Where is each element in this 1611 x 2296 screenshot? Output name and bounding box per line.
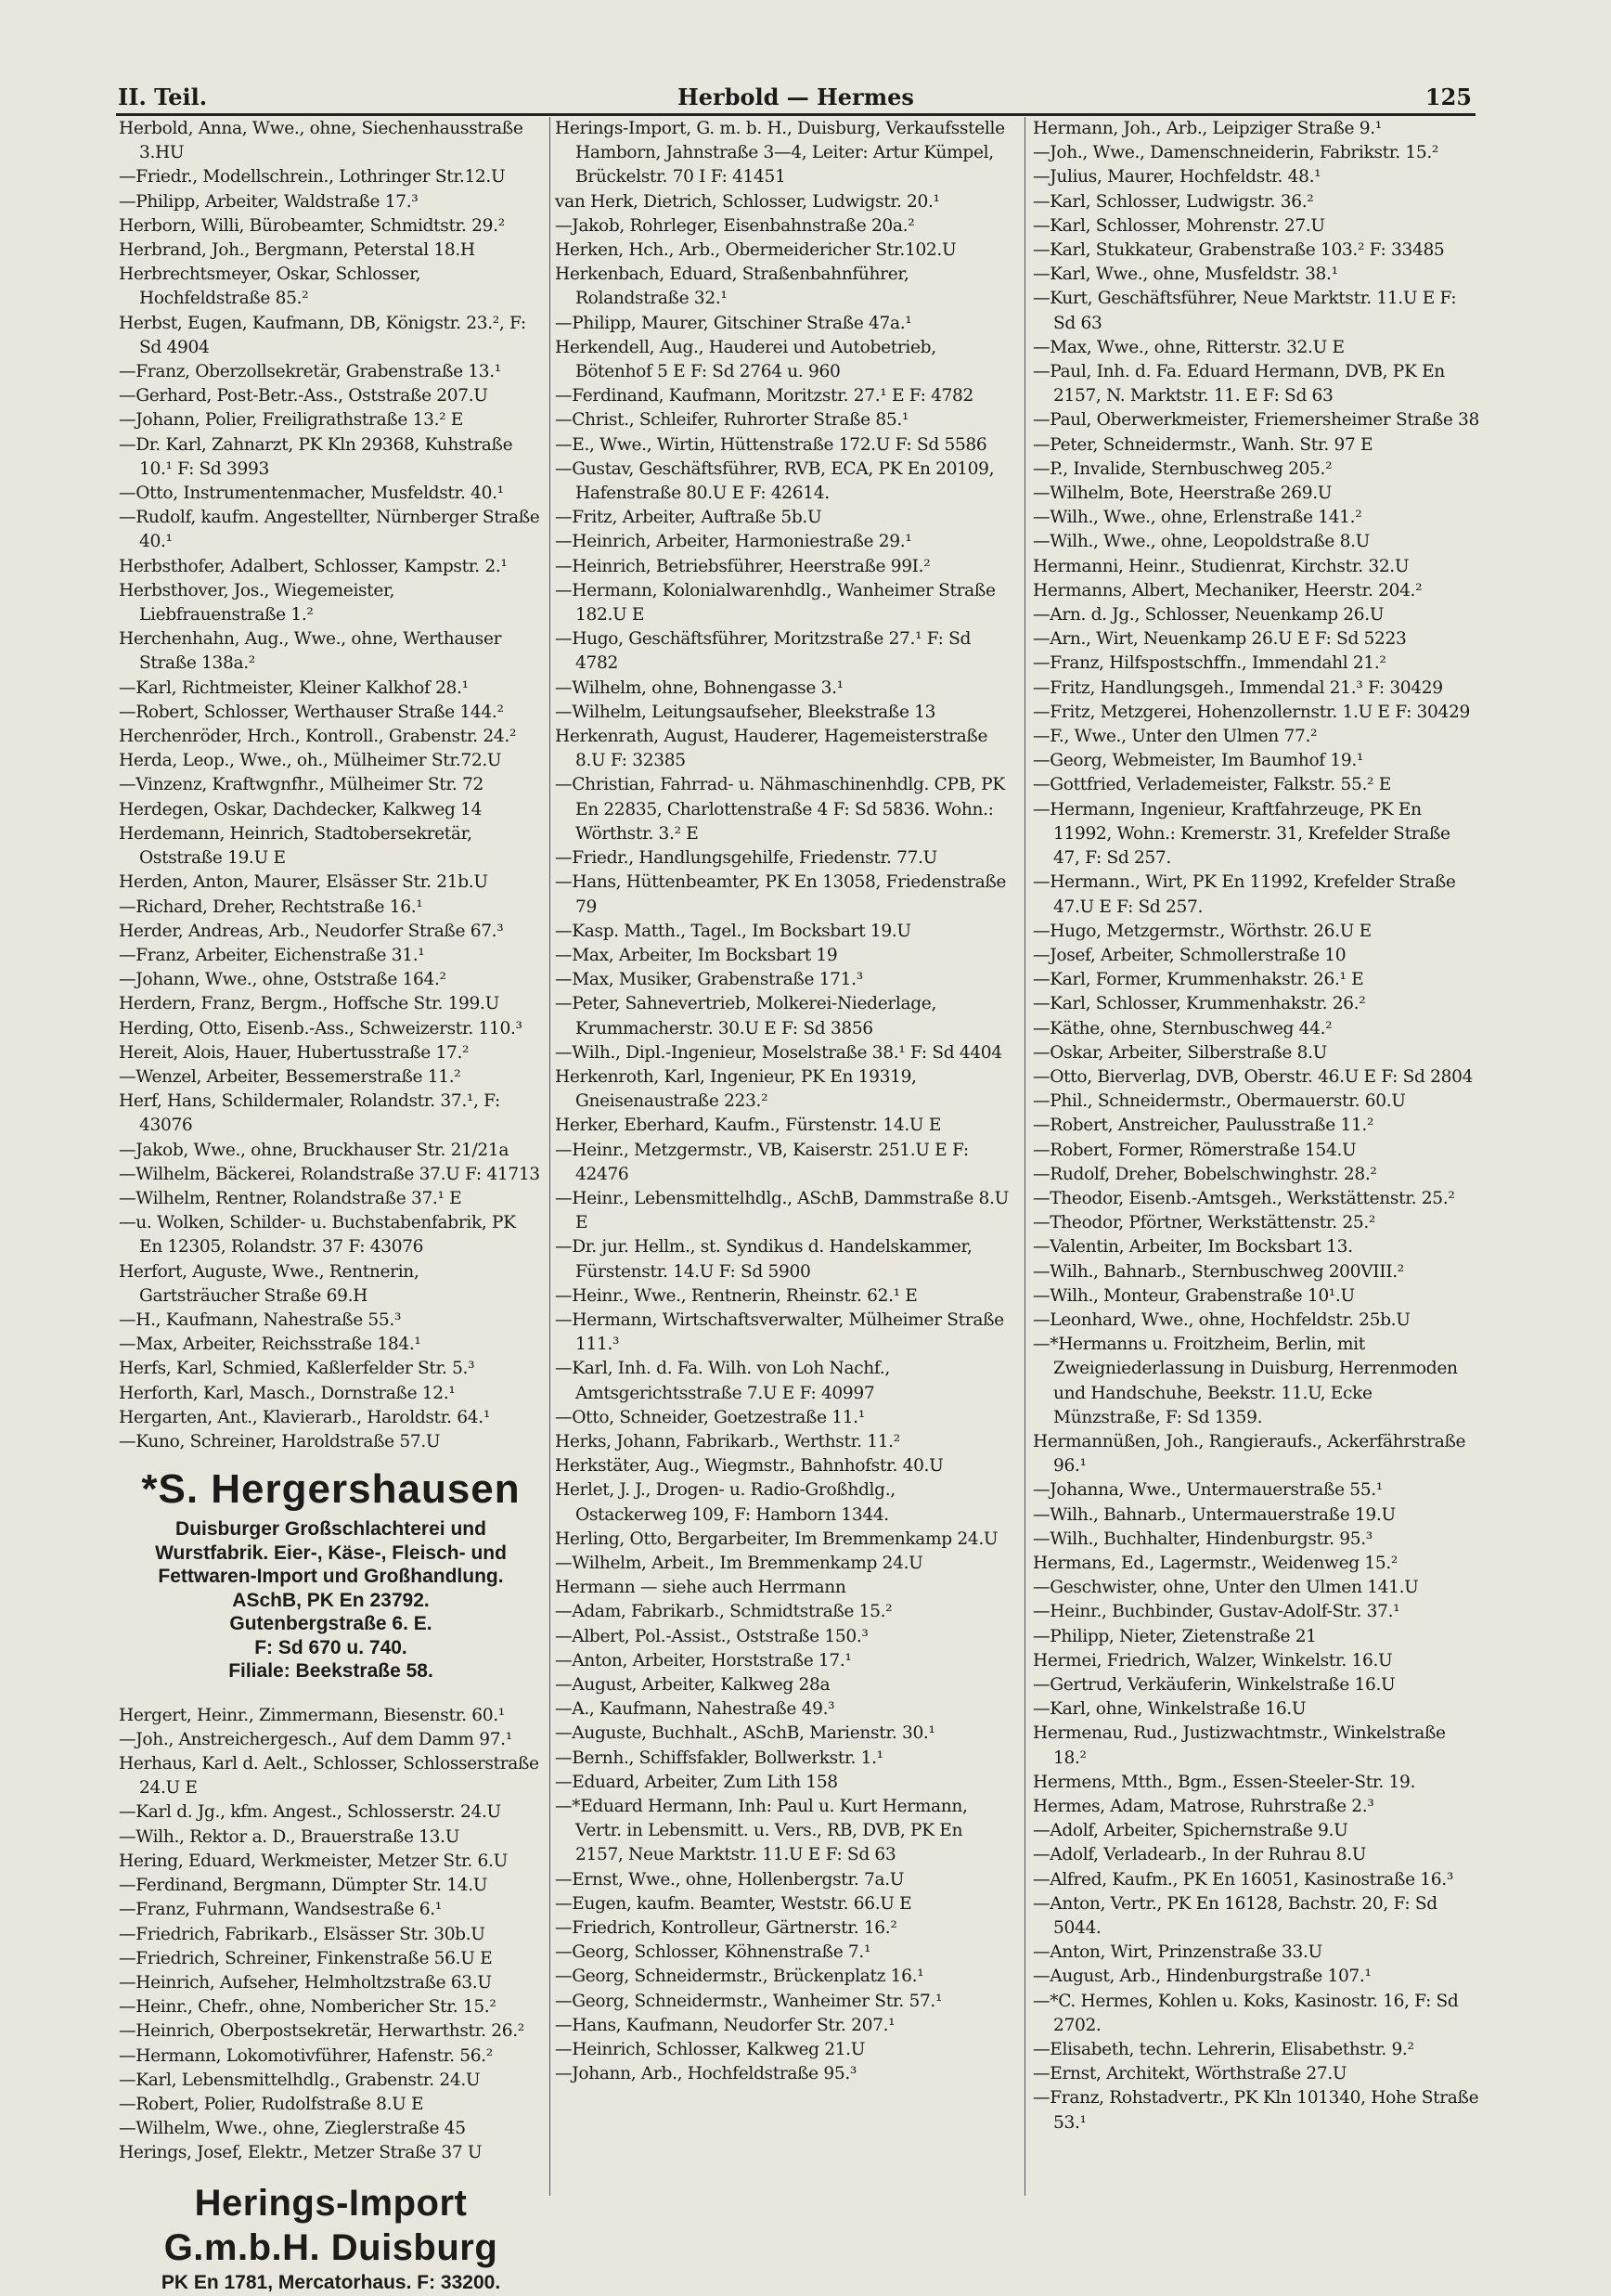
directory-entry: Herden, Anton, Maurer, Elsässer Str. 21b.U	[119, 872, 488, 893]
directory-entry: Herhaus, Karl d. Aelt., Schlosser, Schlosserstraße 24.U E	[119, 1754, 539, 1799]
directory-entry: —Jakob, Wwe., ohne, Bruckhauser Str. 21/21a	[119, 1140, 509, 1160]
directory-entry: —Georg, Schneidermstr., Brückenplatz 16.¹	[555, 1967, 924, 1987]
directory-entry: —Peter, Schneidermstr., Wanh. Str. 97 E	[1033, 434, 1373, 455]
directory-entry: —Karl, Wwe., ohne, Musfeldstr. 38.¹	[1033, 264, 1338, 285]
directory-entry: —Kuno, Schreiner, Haroldstraße 57.U	[119, 1431, 441, 1451]
directory-entry: —Josef, Arbeiter, Schmollerstraße 10	[1033, 945, 1347, 965]
directory-entry: —E., Wwe., Wirtin, Hüttenstraße 172.U F: Sd 5586	[555, 434, 987, 455]
directory-entry: Herforth, Karl, Masch., Dornstraße 12.¹	[119, 1383, 456, 1403]
directory-entry: —Dr. jur. Hellm., st. Syndikus d. Handelskammer, Fürstenstr. 14.U F: Sd 5900	[555, 1237, 973, 1282]
directory-entry: —Oskar, Arbeiter, Silberstraße 8.U	[1033, 1042, 1327, 1063]
directory-entry: —Fritz, Metzgerei, Hohenzollernstr. 1.U E F: 30429	[1033, 702, 1470, 722]
directory-entry: —Käthe, ohne, Sternbuschweg 44.²	[1033, 1018, 1333, 1038]
directory-entry: —Franz, Arbeiter, Eichenstraße 31.¹	[119, 945, 425, 965]
directory-entry: Herbrand, Joh., Bergmann, Peterstal 18.H	[119, 240, 475, 261]
ad-bank-line: ASchB, PK En 23792.	[232, 1589, 430, 1611]
directory-entry: Herbold, Anna, Wwe., ohne, Siechenhausstraße 3.HU	[119, 119, 523, 163]
directory-entry: Herdern, Franz, Bergm., Hoffsche Str. 199.U	[119, 994, 499, 1014]
directory-entry: Herding, Otto, Eisenb.-Ass., Schweizerstr. 110.³	[119, 1018, 522, 1038]
directory-entry: —Karl, Lebensmittelhdlg., Grabenstr. 24.U	[119, 2070, 481, 2090]
directory-entry: —F., Wwe., Unter den Ulmen 77.²	[1033, 727, 1318, 747]
directory-entry: —Gustav, Geschäftsführer, RVB, ECA, PK En 20109, Hafenstraße 80.U E F: 42614.	[555, 458, 995, 504]
directory-entry: —Robert, Schlosser, Werthauser Straße 144.²	[119, 702, 504, 722]
directory-entry: —Friedrich, Schreiner, Finkenstraße 56.U E	[119, 1948, 493, 1968]
directory-entry: —Adolf, Arbeiter, Spichernstraße 9.U	[1033, 1821, 1348, 1841]
directory-entry: —Elisabeth, techn. Lehrerin, Elisabethstr. 9.²	[1033, 2040, 1414, 2060]
directory-entry: Herings-Import, G. m. b. H., Duisburg, Verkaufsstelle Hamborn, Jahnstraße 3—4, Leiter: Artur Kümpel, Brückelstr. 70 I F: 41451	[555, 119, 1005, 187]
ad-herings-contact: PK En 1781, Mercatorhaus. F: 33200.	[161, 2271, 501, 2293]
directory-entry: —Dr. Karl, Zahnarzt, PK Kln 29368, Kuhstraße 10.¹ F: Sd 3993	[119, 434, 513, 479]
directory-entry: —Hans, Hüttenbeamter, PK En 13058, Friedenstraße 79	[555, 872, 1007, 917]
directory-entry: —Heinr., Wwe., Rentnerin, Rheinstr. 62.¹ E	[555, 1285, 918, 1306]
directory-entry: —Rudolf, Dreher, Bobelschwinghstr. 28.²	[1033, 1164, 1377, 1184]
directory-entry: —Hermann, Ingenieur, Kraftfahrzeuge, PK En 11992, Wohn.: Kremerstr. 31, Krefelder Straße 47, F: Sd 257.	[1033, 799, 1450, 869]
directory-entry: —Robert, Anstreicher, Paulusstraße 11.²	[1033, 1116, 1374, 1136]
directory-entry: —Julius, Maurer, Hochfeldstr. 48.¹	[1033, 167, 1321, 187]
directory-entry: —Max, Wwe., ohne, Ritterstr. 32.U E	[1033, 337, 1345, 357]
column-1	[119, 117, 543, 2293]
directory-entry: —Jakob, Rohrleger, Eisenbahnstraße 20a.²	[555, 215, 915, 236]
directory-entry: —Karl, Schlosser, Mohrenstr. 27.U	[1033, 215, 1325, 236]
directory-entry: —Heinr., Lebensmittelhdlg., ASchB, Dammstraße 8.U E	[555, 1188, 1009, 1233]
ad-description: Duisburger Großschlachterei und Wurstfabrik. Eier-, Käse-, Fleisch- und Fettwaren-Import und Großhandlung.	[155, 1518, 507, 1588]
directory-entry: —Wilhelm, Wwe., ohne, Zieglerstraße 45	[119, 2119, 466, 2139]
directory-entry: Herkenrath, August, Hauderer, Hagemeisterstraße 8.U F: 32385	[555, 727, 988, 771]
directory-entry: —Richard, Dreher, Rechtstraße 16.¹	[119, 896, 423, 917]
directory-entry: —Ferdinand, Kaufmann, Moritzstr. 27.¹ E F: 4782	[555, 386, 974, 406]
directory-entry: Herks, Johann, Fabrikarb., Werthstr. 11.²	[555, 1431, 900, 1451]
directory-entry: —Franz, Fuhrmann, Wandsestraße 6.¹	[119, 1900, 442, 1920]
directory-entry: —Robert, Former, Römerstraße 154.U	[1033, 1140, 1357, 1160]
directory-entry: —*C. Hermes, Kohlen u. Koks, Kasinostr. 16, F: Sd 2702.	[1033, 1991, 1459, 2035]
directory-entry: —Heinrich, Arbeiter, Harmoniestraße 29.¹	[555, 532, 912, 552]
directory-entry: —Friedr., Handlungsgehilfe, Friedenstr. 77.U	[555, 848, 937, 869]
directory-entry: Herfort, Auguste, Wwe., Rentnerin, Gartsträucher Straße 69.H	[119, 1261, 419, 1306]
directory-entry: —Heinr., Chefr., ohne, Nombericher Str. 15.²	[119, 1997, 496, 2018]
column-rule-1	[549, 117, 550, 2196]
ad-phone-line: F: Sd 670 u. 740.	[254, 1636, 407, 1658]
directory-entry: —Geschwister, ohne, Unter den Ulmen 141.U	[1033, 1578, 1419, 1598]
directory-entry: —Max, Arbeiter, Im Bocksbart 19	[555, 945, 838, 965]
directory-entry: Herbsthofer, Adalbert, Schlosser, Kampstr. 2.¹	[119, 556, 508, 576]
directory-entry: —Heinrich, Schlosser, Kalkweg 21.U	[555, 2040, 866, 2060]
directory-entry: —Georg, Schlosser, Köhnenstraße 7.¹	[555, 1942, 871, 1963]
directory-entry: —Karl d. Jg., kfm. Angest., Schlosserstr. 24.U	[119, 1802, 501, 1823]
directory-entry: —Karl, Former, Krummenhakstr. 26.¹ E	[1033, 970, 1364, 990]
page-number: 125	[1424, 84, 1472, 110]
directory-entry: —Heinrich, Oberpostsekretär, Herwarthstr. 26.²	[119, 2021, 524, 2042]
hergershausen-advertisement	[119, 1462, 543, 1683]
directory-entry: —Adolf, Verladearb., In der Ruhrau 8.U	[1033, 1845, 1367, 1865]
directory-entry: Herchenröder, Hrch., Kontroll., Grabenstr. 24.²	[119, 727, 517, 747]
directory-entry: Herings, Josef, Elektr., Metzer Straße 37 U	[119, 2143, 483, 2163]
ad-address-line: Gutenbergstraße 6. E.	[229, 1613, 432, 1635]
directory-entry: —Eduard, Arbeiter, Zum Lith 158	[555, 1772, 838, 1792]
directory-entry: —H., Kaufmann, Nahestraße 55.³	[119, 1309, 402, 1330]
directory-entry: —Bernh., Schiffsfakler, Bollwerkstr. 1.¹	[555, 1748, 883, 1768]
directory-entry: —Christian, Fahrrad- u. Nähmaschinenhdlg. CPB, PK En 22835, Charlottenstraße 4 F: Sd 5836. Wohn.: Wörthstr. 3.² E	[555, 775, 1005, 844]
directory-entry: —Otto, Schneider, Goetzestraße 11.¹	[555, 1407, 865, 1427]
directory-entry: Herf, Hans, Schildermaler, Rolandstr. 37.¹, F: 43076	[119, 1091, 500, 1136]
directory-entry: —Max, Musiker, Grabenstraße 171.³	[555, 970, 863, 990]
directory-entry: Hermannüßen, Joh., Rangieraufs., Ackerfährstraße 96.¹	[1033, 1431, 1466, 1477]
directory-entry: —Fritz, Arbeiter, Auftraße 5b.U	[555, 508, 822, 528]
directory-entry: Hermann — siehe auch Herrmann	[555, 1578, 846, 1598]
directory-entry: —Anton, Wirt, Prinzenstraße 33.U	[1033, 1942, 1322, 1963]
directory-entry: —Rudolf, kaufm. Angestellter, Nürnberger Straße 40.¹	[119, 508, 540, 552]
directory-entry: —Kasp. Matth., Tagel., Im Bocksbart 19.U	[555, 921, 911, 941]
directory-entry: —August, Arbeiter, Kalkweg 28a	[555, 1675, 831, 1695]
column-1-entries	[119, 117, 543, 1454]
directory-entry: —Hans, Kaufmann, Neudorfer Str. 207.¹	[555, 2015, 896, 2035]
directory-entry: Herkenbach, Eduard, Straßenbahnführer, Rolandstraße 32.¹	[555, 264, 909, 309]
directory-entry: —Max, Arbeiter, Reichsstraße 184.¹	[119, 1335, 421, 1355]
directory-entry: —Otto, Instrumentenmacher, Musfeldstr. 40.¹	[119, 484, 504, 504]
directory-entry: Hermenau, Rud., Justizwachtmstr., Winkelstraße 18.²	[1033, 1723, 1446, 1768]
directory-entry: —Joh., Anstreichergesch., Auf dem Damm 97.¹	[119, 1729, 512, 1749]
directory-entry: —Franz, Oberzollsekretär, Grabenstraße 13.¹	[119, 362, 501, 382]
directory-entry: Herda, Leop., Wwe., oh., Mülheimer Str.72.U	[119, 751, 502, 771]
directory-entry: —Paul, Inh. d. Fa. Eduard Hermann, DVB, PK En 2157, N. Marktstr. 11. E F: Sd 63	[1033, 362, 1445, 406]
directory-entry: —Karl, Schlosser, Krummenhakstr. 26.²	[1033, 994, 1366, 1014]
directory-entry: Hergert, Heinr., Zimmermann, Biesenstr. 60.¹	[119, 1705, 505, 1725]
directory-entry: Hering, Eduard, Werkmeister, Metzer Str. 6.U	[119, 1851, 508, 1871]
directory-entry: Hermei, Friedrich, Walzer, Winkelstr. 16.U	[1033, 1650, 1393, 1670]
directory-entry: —Wilhelm, Rentner, Rolandstraße 37.¹ E	[119, 1188, 462, 1208]
directory-entry: —Theodor, Pförtner, Werkstättenstr. 25.²	[1033, 1213, 1376, 1233]
directory-entry: Herkendell, Aug., Hauderei und Autobetrieb, Bötenhof 5 E F: Sd 2764 u. 960	[555, 337, 936, 382]
directory-entry: —Johann, Arb., Hochfeldstraße 95.³	[555, 2064, 857, 2084]
directory-entry: —Heinr., Metzgermstr., VB, Kaiserstr. 251.U E F: 42476	[555, 1140, 969, 1184]
directory-entry: —Friedrich, Kontrolleur, Gärtnerstr. 16.²	[555, 1918, 897, 1939]
directory-entry: —Karl, Schlosser, Ludwigstr. 36.²	[1033, 191, 1314, 212]
directory-entry: —A., Kaufmann, Nahestraße 49.³	[555, 1699, 835, 1720]
directory-entry: —Ernst, Architekt, Wörthstraße 27.U	[1033, 2064, 1347, 2084]
directory-entry: —Fritz, Handlungsgeh., Immendal 21.³ F: 30429	[1033, 677, 1443, 698]
directory-entry: —Theodor, Eisenb.-Amtsgeh., Werkstättenstr. 25.²	[1033, 1188, 1455, 1208]
directory-entry: —u. Wolken, Schilder- u. Buchstabenfabrik, PK En 12305, Rolandstr. 37 F: 43076	[119, 1213, 516, 1258]
directory-entry: Hermans, Ed., Lagermstr., Weidenweg 15.²	[1033, 1553, 1398, 1573]
directory-entry: —Wilh., Monteur, Grabenstraße 10¹.U	[1033, 1285, 1355, 1306]
directory-entry: —Hermann., Wirt, PK En 11992, Krefelder Straße 47.U E F: Sd 257.	[1033, 872, 1456, 917]
herings-advertisement	[119, 2181, 543, 2296]
directory-entry: —Johann, Wwe., ohne, Oststraße 164.²	[119, 970, 446, 990]
column-1-entries-continued	[119, 1704, 543, 2166]
directory-entry: —Franz, Hilfspostschffn., Immendahl 21.²	[1033, 653, 1386, 674]
directory-entry: —Arn., Wirt, Neuenkamp 26.U E F: Sd 5223	[1033, 629, 1407, 650]
directory-entry: —P., Invalide, Sternbuschweg 205.²	[1033, 458, 1333, 479]
directory-entry: van Herk, Dietrich, Schlosser, Ludwigstr. 20.¹	[555, 191, 940, 212]
section-label: II. Teil.	[118, 84, 208, 110]
directory-entry: —Georg, Webmeister, Im Baumhof 19.¹	[1033, 751, 1364, 771]
directory-entry: —Robert, Polier, Rudolfstraße 8.U E	[119, 2094, 424, 2114]
directory-entry: —Ferdinand, Bergmann, Dümpter Str. 14.U	[119, 1876, 488, 1896]
running-head: Herbold — Hermes	[677, 84, 914, 110]
directory-entry: Herkstäter, Aug., Wiegmstr., Bahnhofstr. 40.U	[555, 1456, 944, 1477]
directory-entry: Herbsthover, Jos., Wiegemeister, Liebfrauenstraße 1.²	[119, 580, 395, 626]
directory-entry: —Valentin, Arbeiter, Im Bocksbart 13.	[1033, 1237, 1353, 1258]
directory-entry: —Wilh., Rektor a. D., Brauerstraße 13.U	[119, 1826, 460, 1847]
directory-entry: —Anton, Vertr., PK En 16128, Bachstr. 20, F: Sd 5044.	[1033, 1893, 1437, 1939]
directory-entry: —Eugen, kaufm. Beamter, Weststr. 66.U E	[555, 1893, 912, 1914]
ad-branch-line: Filiale: Beekstraße 58.	[228, 1660, 433, 1683]
directory-entry: Herdegen, Oskar, Dachdecker, Kalkweg 14	[119, 799, 483, 819]
directory-entry: —Wilh., Bahnarb., Untermauerstraße 19.U	[1033, 1504, 1396, 1525]
directory-entry: —Karl, Inh. d. Fa. Wilh. von Loh Nachf., Amtsgerichtsstraße 7.U E F: 40997	[555, 1359, 890, 1403]
directory-entry: —Franz, Rohstadvertr., PK Kln 101340, Hohe Straße 53.¹	[1033, 2088, 1479, 2133]
directory-entry: —Arn. d. Jg., Schlosser, Neuenkamp 26.U	[1033, 605, 1385, 626]
directory-entry: —Philipp, Maurer, Gitschiner Straße 47a.¹	[555, 313, 912, 333]
directory-entry: —Wilhelm, Arbeit., Im Bremmenkamp 24.U	[555, 1553, 923, 1573]
directory-entry: Hermanni, Heinr., Studienrat, Kirchstr. 32.U	[1033, 556, 1410, 576]
page-header	[116, 78, 1476, 116]
directory-entry: Hermens, Mtth., Bgm., Essen-Steeler-Str. 19.	[1033, 1772, 1416, 1792]
column-2	[555, 117, 1012, 2196]
directory-entry: —Wilhelm, ohne, Bohnengasse 3.¹	[555, 677, 844, 698]
directory-entry: Herlet, J. J., Drogen- u. Radio-Großhdlg., Ostackerweg 109, F: Hamborn 1344.	[555, 1480, 896, 1525]
directory-entry: Herbrechtsmeyer, Oskar, Schlosser, Hochfeldstraße 85.²	[119, 264, 421, 309]
directory-entry: —Gottfried, Verlademeister, Falkstr. 55.² E	[1033, 775, 1391, 795]
directory-entry: —Hermann, Wirtschaftsverwalter, Mülheimer Straße 111.³	[555, 1309, 1004, 1355]
directory-entry: —Heinrich, Aufseher, Helmholtzstraße 63.U	[119, 1972, 492, 1993]
directory-entry: Hermes, Adam, Matrose, Ruhrstraße 2.³	[1033, 1797, 1374, 1817]
directory-entry: Hermanns, Albert, Mechaniker, Heerstr. 204.²	[1033, 580, 1423, 600]
directory-entry: —Friedr., Modellschrein., Lothringer Str.12.U	[119, 167, 506, 187]
directory-entry: —Gerhard, Post-Betr.-Ass., Oststraße 207.U	[119, 386, 488, 406]
directory-entry: —Philipp, Arbeiter, Waldstraße 17.³	[119, 191, 419, 212]
directory-entry: —Wilh., Dipl.-Ingenieur, Moselstraße 38.¹ F: Sd 4404	[555, 1042, 1002, 1063]
directory-entry: —Hermann, Lokomotivführer, Hafenstr. 56.²	[119, 2045, 493, 2066]
directory-entry: —Heinrich, Betriebsführer, Heerstraße 99I.²	[555, 556, 931, 576]
directory-entry: —Heinr., Buchbinder, Gustav-Adolf-Str. 37.¹	[1033, 1602, 1400, 1622]
directory-entry: —Gertrud, Verkäuferin, Winkelstraße 16.U	[1033, 1675, 1396, 1695]
directory-entry: Herfs, Karl, Schmied, Kaßlerfelder Str. 5.³	[119, 1359, 475, 1379]
directory-entry: —Friedrich, Fabrikarb., Elsässer Str. 30b.U	[119, 1924, 485, 1944]
directory-entry: —Adam, Fabrikarb., Schmidtstraße 15.²	[555, 1602, 893, 1622]
directory-entry: —Vinzenz, Kraftwgnfhr., Mülheimer Str. 72	[119, 775, 483, 795]
directory-entry: —Alfred, Kaufm., PK En 16051, Kasinostraße 16.³	[1033, 1869, 1453, 1890]
directory-entry: Herken, Hch., Arb., Obermeidericher Str.102.U	[555, 240, 957, 261]
directory-entry: —Peter, Sahnevertrieb, Molkerei-Niederlage, Krummacherstr. 30.U E F: Sd 3856	[555, 994, 937, 1038]
directory-entry: —Karl, Stukkateur, Grabenstraße 103.² F: 33485	[1033, 240, 1445, 261]
directory-entry: —Otto, Bierverlag, DVB, Oberstr. 46.U E F: Sd 2804	[1033, 1066, 1474, 1087]
directory-entry: —Ernst, Wwe., ohne, Hollenbergstr. 7a.U	[555, 1869, 905, 1890]
column-3	[1033, 117, 1480, 2196]
directory-entry: Hereit, Alois, Hauer, Hubertusstraße 17.²	[119, 1042, 470, 1063]
directory-entry: —Anton, Arbeiter, Horststraße 17.¹	[555, 1650, 852, 1670]
directory-entry: —Christ., Schleifer, Ruhrorter Straße 85.¹	[555, 410, 909, 431]
directory-entry: —Wilh., Wwe., ohne, Erlenstraße 141.²	[1033, 508, 1362, 528]
directory-entry: Herdemann, Heinrich, Stadtobersekretär, Oststraße 19.U E	[119, 823, 472, 869]
directory-entry: —*Eduard Hermann, Inh: Paul u. Kurt Hermann, Vertr. in Lebensmitt. u. Vers., RB, DVB, PK En 2157, Neue Marktstr. 11.U E F: Sd 63	[555, 1797, 968, 1865]
directory-entry: —Auguste, Buchhalt., ASchB, Marienstr. 30.¹	[555, 1723, 935, 1744]
directory-entry: —Karl, Richtmeister, Kleiner Kalkhof 28.¹	[119, 677, 469, 698]
directory-entry: —Wilh., Buchhalter, Hindenburgstr. 95.³	[1033, 1529, 1373, 1549]
directory-entry: —Paul, Oberwerkmeister, Friemersheimer Straße 38	[1033, 410, 1480, 431]
directory-entry: —Leonhard, Wwe., ohne, Hochfeldstr. 25b.U	[1033, 1309, 1411, 1330]
directory-entry: Herkenroth, Karl, Ingenieur, PK En 19319, Gneisenaustraße 223.²	[555, 1066, 917, 1112]
directory-entry: —Hermann, Kolonialwarenhdlg., Wanheimer Straße 182.U E	[555, 580, 996, 626]
ad-herings-name: Herings-Import G.m.b.H. Duisburg	[163, 2182, 498, 2268]
directory-entry: —Wenzel, Arbeiter, Bessemerstraße 11.²	[119, 1066, 461, 1087]
directory-entry: Herchenhahn, Aug., Wwe., ohne, Werthauser Straße 138a.²	[119, 629, 502, 674]
directory-entry: —Karl, ohne, Winkelstraße 16.U	[1033, 1699, 1307, 1720]
directory-entry: —Phil., Schneidermstr., Obermauerstr. 60.U	[1033, 1091, 1406, 1112]
directory-entry: —Johann, Polier, Freiligrathstraße 13.² E	[119, 410, 464, 431]
directory-entry: Hermann, Joh., Arb., Leipziger Straße 9.¹	[1033, 119, 1382, 138]
directory-entry: —Kurt, Geschäftsführer, Neue Marktstr. 11.U E F: Sd 63	[1033, 289, 1457, 333]
directory-entry: Herling, Otto, Bergarbeiter, Im Bremmenkamp 24.U	[555, 1529, 999, 1549]
directory-entry: —Albert, Pol.-Assist., Oststraße 150.³	[555, 1626, 869, 1646]
directory-entry: —Wilhelm, Leitungsaufseher, Bleekstraße 13	[555, 702, 936, 722]
directory-entry: —Hugo, Metzgermstr., Wörthstr. 26.U E	[1033, 921, 1372, 941]
directory-entry: —Wilhelm, Bote, Heerstraße 269.U	[1033, 484, 1333, 504]
directory-entry: Herbst, Eugen, Kaufmann, DB, Königstr. 23.², F: Sd 4904	[119, 313, 526, 357]
directory-entry: —Hugo, Geschäftsführer, Moritzstraße 27.¹ F: Sd 4782	[555, 629, 972, 674]
directory-entry: —Joh., Wwe., Damenschneiderin, Fabrikstr. 15.²	[1033, 143, 1439, 163]
directory-entry: —Johanna, Wwe., Untermauerstraße 55.¹	[1033, 1480, 1383, 1501]
directory-entry: Herborn, Willi, Bürobeamter, Schmidtstr. 29.²	[119, 215, 505, 236]
directory-entry: —August, Arb., Hindenburgstraße 107.¹	[1033, 1967, 1372, 1987]
directory-entry: Herder, Andreas, Arb., Neudorfer Straße 67.³	[119, 921, 504, 941]
directory-entry: Herker, Eberhard, Kaufm., Fürstenstr. 14.U E	[555, 1116, 942, 1136]
directory-entry: —Philipp, Nieter, Zietenstraße 21	[1033, 1626, 1317, 1646]
directory-entry: —Wilh., Wwe., ohne, Leopoldstraße 8.U	[1033, 532, 1370, 552]
directory-entry: —Georg, Schneidermstr., Wanheimer Str. 57.¹	[555, 1991, 943, 2011]
directory-entry: —*Hermanns u. Froitzheim, Berlin, mit Zweigniederlassung in Duisburg, Herrenmoden und Handschuhe, Beekstr. 11.U, Ecke Münzstraße, F: Sd 1359.	[1033, 1335, 1458, 1427]
directory-entry: —Wilhelm, Bäckerei, Rolandstraße 37.U F: 41713	[119, 1164, 540, 1184]
ad-company-name: *S. Hergershausen	[141, 1466, 521, 1513]
directory-entry: —Wilh., Bahnarb., Sternbuschweg 200VIII.²	[1033, 1261, 1404, 1282]
directory-entry: Hergarten, Ant., Klavierarb., Haroldstr. 64.¹	[119, 1407, 490, 1427]
